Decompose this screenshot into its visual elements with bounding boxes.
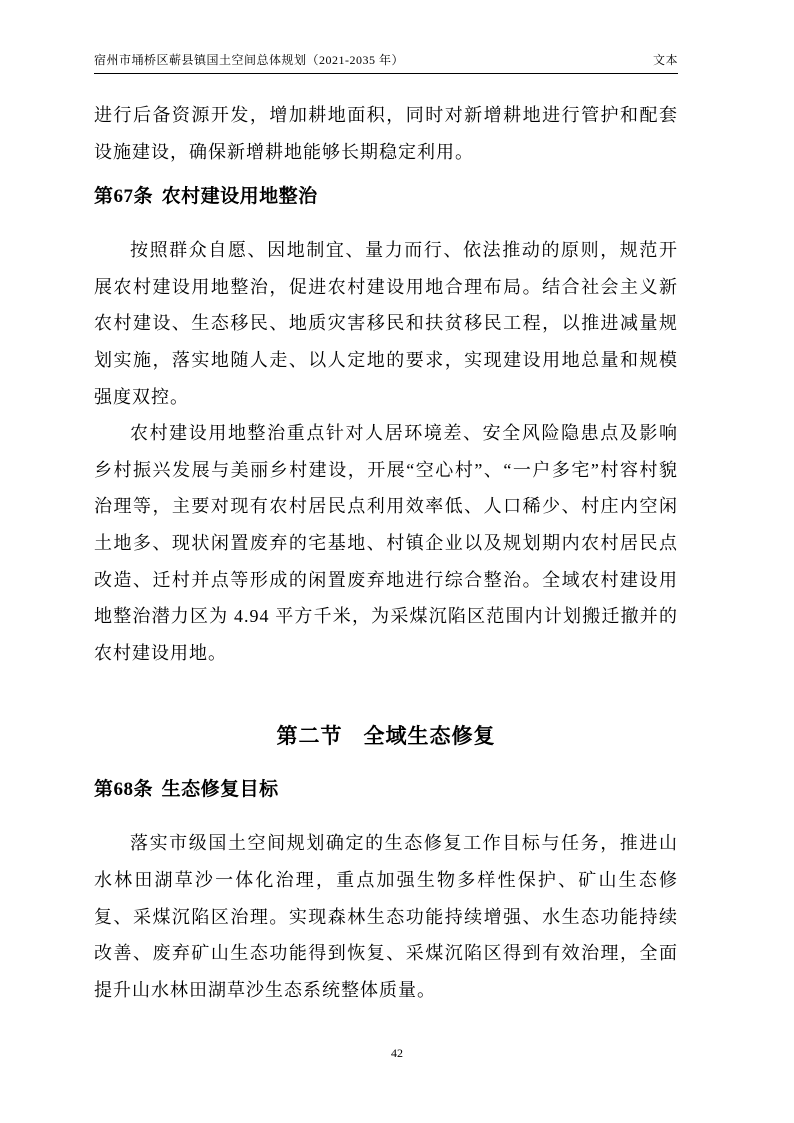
document-body	[94, 97, 678, 1008]
page-footer	[0, 1045, 794, 1061]
article-67-heading	[94, 182, 678, 212]
page-header	[94, 52, 678, 74]
article-68-number: 第68条	[94, 779, 154, 801]
article-68-heading	[94, 775, 678, 805]
article-67-number: 第67条	[94, 186, 154, 208]
section-2-title: 全域生态修复	[363, 724, 496, 749]
article-68-title: 生态修复目标	[161, 779, 279, 801]
section-2-heading	[94, 719, 678, 753]
header-doc-type-label: 文本	[652, 53, 678, 67]
article-68-paragraph-1: 落实市级国土空间规划确定的生态修复工作目标与任务，推进山水林田湖草沙一体化治理，重点加强生物多样性保护、矿山生态修复、采煤沉陷区治理。实现森林生态功能持续增强、水生态功能持续改善、废弃矿山生态功能得到恢复、采煤沉陷区得到有效治理，全面提升山水林田湖草沙生态系统整体质量。	[94, 833, 678, 1000]
section-2-number: 第二节	[276, 724, 343, 749]
article-67-paragraph-2: 农村建设用地整治重点针对人居环境差、安全风险隐患点及影响乡村振兴发展与美丽乡村建设，开展“空心村”、“一户多宅”村容村貌治理等，主要对现有农村居民点利用效率低、人口稀少、村庄内空闲土地多、现状闲置废弃的宅基地、村镇企业以及规划期内农村居民点改造、迁村并点等形成的闲置废弃地进行综合整治。全域农村建设用地整治潜力区为 4.94 平方千米，为采煤沉陷区范围内计划搬迁撤并的农村建设用地。	[94, 423, 678, 663]
page-number: 42	[391, 1046, 403, 1060]
intro-paragraph: 进行后备资源开发，增加耕地面积，同时对新增耕地进行管护和配套设施建设，确保新增耕地能够长期稳定利用。	[94, 105, 678, 162]
article-67-paragraph-1: 按照群众自愿、因地制宜、量力而行、依法推动的原则，规范开展农村建设用地整治，促进农村建设用地合理布局。结合社会主义新农村建设、生态移民、地质灾害移民和扶贫移民工程，以推进减量规划实施，落实地随人走、以人定地的要求，实现建设用地总量和规模强度双控。	[94, 240, 678, 407]
article-67-title: 农村建设用地整治	[161, 186, 318, 208]
header-document-title: 宿州市埇桥区蕲县镇国土空间总体规划（2021-2035 年）	[94, 53, 404, 67]
